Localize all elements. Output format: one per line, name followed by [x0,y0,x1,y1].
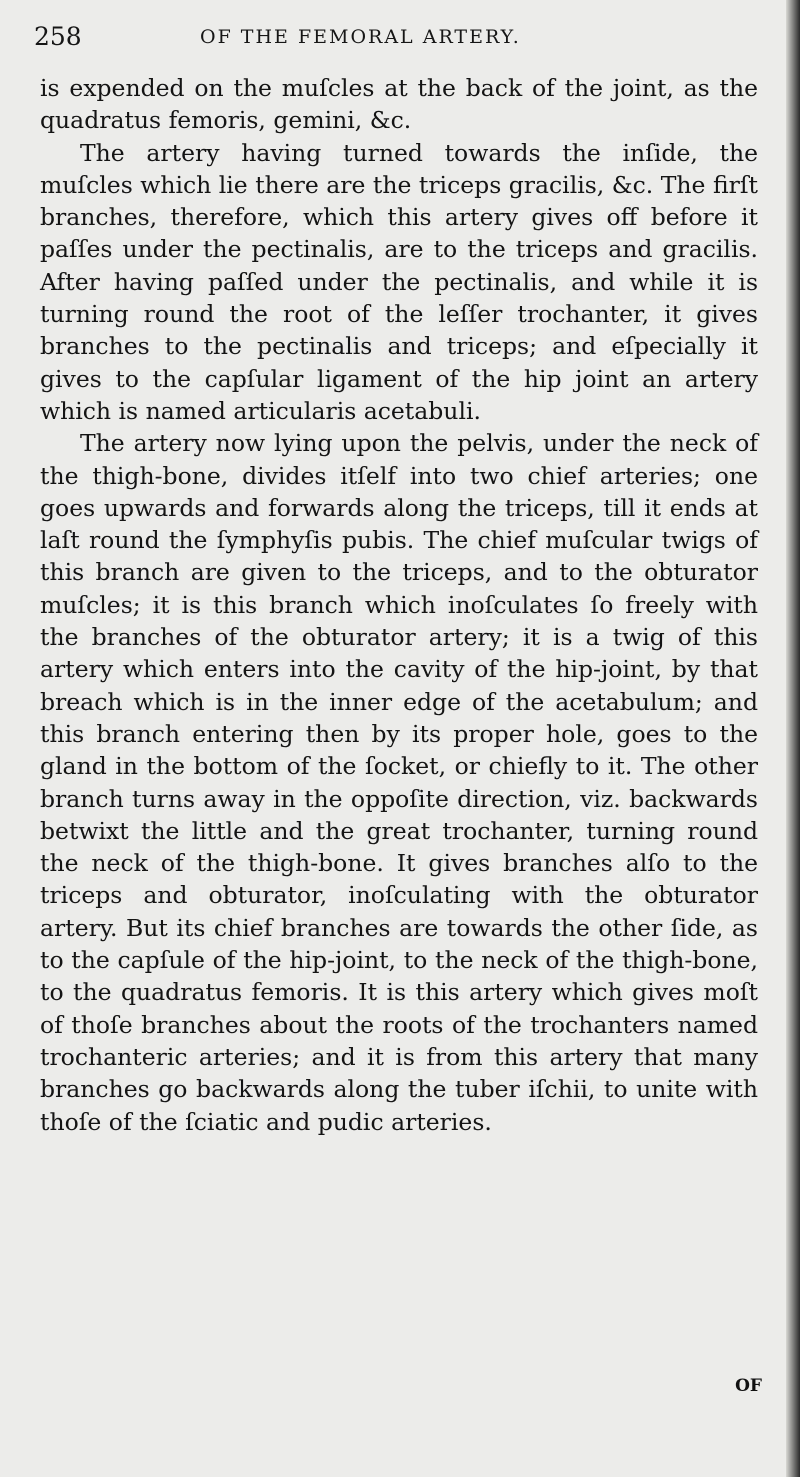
catchword: OF [735,1376,762,1396]
page-header [32,18,772,54]
page-number: 258 [34,22,82,51]
page-edge-shadow [786,0,800,1477]
paragraph-pelvis-branches: The artery now lying upon the pelvis, under the neck of the thigh-bone, divides itſelf into two chief arteries; one goes upwards and forwards along the triceps, till it ends at laſt round the ſymphyſis pubis. The chief muſcular twigs of this branch are given to the triceps, and to the obturator muſcles; it is this branch which inoſculates ſo freely with the branches of the obturator artery; it is a twig of this artery which enters into the cavity of the hip-joint, by that breach which is in the inner edge of the acetabulum; and this branch entering then by its proper hole, goes to the gland in the bottom of the ſocket, or chiefly to it. The other branch turns away in the oppoſite direction, viz. backwards betwixt the little and the great trochanter, turning round the neck of the thigh-bone. It gives branches alſo to the triceps and obturator, inoſculating with the obturator artery. But its chief branches are towards the other ſide, as to the capſule of the hip-joint, to the neck of the thigh-bone, to the quadratus femoris. It is this artery which gives moſt of thoſe branches about the roots of the trochanters named trochanteric arteries; and it is from this artery that many branches go backwards along the tuber iſchii, to unite with thoſe of the ſciatic and pudic arteries. [40,429,758,1136]
running-head: OF THE FEMORAL ARTERY. [200,26,521,48]
body-text [40,72,758,1138]
paragraph-continuation: is expended on the muſcles at the back of the joint, as the quadratus femoris, gemini, &c. [40,74,758,135]
paragraph-inside-branches: The artery having turned towards the inſide, the muſcles which lie there are the triceps gracilis, &c. The firſt branches, therefore, which this artery gives off before it paſſes under the pectinalis, are to the triceps and gracilis. After having paſſed under the pectinalis, and while it is turning round the root of the leſſer trochanter, it gives branches to the pectinalis and triceps; and eſpecially it gives to the capſular ligament of the hip joint an artery which is named articularis acetabuli. [40,138,758,425]
